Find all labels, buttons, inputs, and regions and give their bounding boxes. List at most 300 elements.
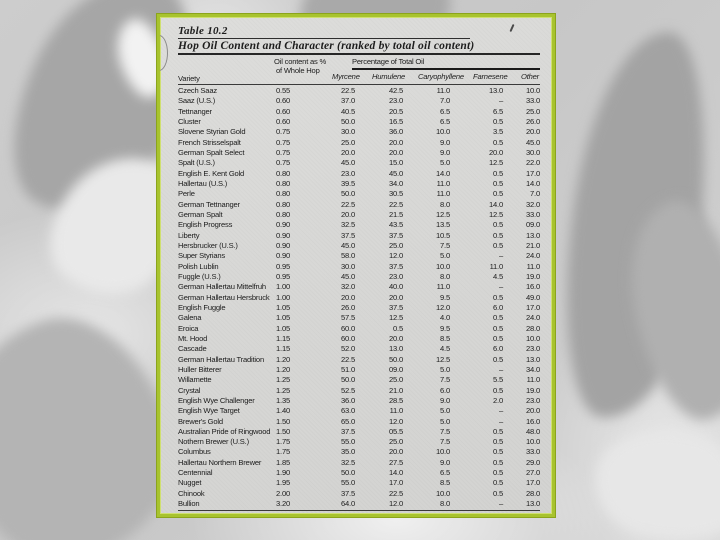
cell-myrcene: 36.0 (341, 395, 355, 405)
cell-humulene: 14.0 (389, 468, 403, 478)
cell-myrcene: 25.0 (341, 137, 355, 147)
cell-variety: English E. Kent Gold (178, 168, 245, 178)
table-row (178, 417, 540, 427)
leaf-highlight (585, 416, 720, 540)
cell-myrcene: 50.0 (341, 116, 355, 126)
cell-oil-content: 1.25 (276, 385, 290, 395)
cell-oil-content: 0.60 (276, 96, 290, 106)
cell-farnesene: 0.5 (493, 313, 503, 323)
cell-variety: Galena (178, 313, 202, 323)
cell-farnesene: 0.5 (493, 457, 503, 467)
cell-farnesene: 0.5 (493, 292, 503, 302)
cell-humulene: 37.5 (389, 302, 403, 312)
cell-variety: Willamette (178, 375, 212, 385)
cell-other: 7.0 (530, 189, 540, 199)
group-header-rule (352, 68, 540, 70)
cell-myrcene: 37.5 (341, 230, 355, 240)
cell-variety: Nugget (178, 478, 202, 488)
cell-farnesene: – (498, 364, 503, 374)
cell-other: 19.0 (526, 385, 540, 395)
cell-other: 32.0 (526, 199, 540, 209)
cell-other: 16.0 (526, 282, 540, 292)
cell-variety: Bullion (178, 499, 200, 509)
cell-oil-content: 1.05 (276, 323, 290, 333)
cell-caryophyllene: 8.0 (440, 499, 450, 509)
cell-caryophyllene: 7.5 (440, 240, 450, 250)
cell-caryophyllene: 7.5 (440, 437, 450, 447)
cell-other: 25.0 (526, 106, 540, 116)
table-row (178, 468, 540, 478)
cell-variety: Hallertau (U.S.) (178, 178, 228, 188)
cell-caryophyllene: 14.0 (436, 168, 450, 178)
cell-oil-content: 1.20 (276, 354, 290, 364)
cell-humulene: 23.0 (389, 271, 403, 281)
cell-humulene: 09.0 (389, 364, 403, 374)
stray-pen-mark (509, 24, 514, 32)
cell-myrcene: 52.5 (341, 385, 355, 395)
cell-myrcene: 60.0 (341, 323, 355, 333)
table-row (178, 458, 540, 468)
cell-humulene: 45.0 (389, 168, 403, 178)
cell-variety: Eroica (178, 323, 199, 333)
cell-oil-content: 1.50 (276, 426, 290, 436)
cell-farnesene: 0.5 (493, 230, 503, 240)
cell-oil-content: 1.50 (276, 416, 290, 426)
cell-farnesene: – (498, 416, 503, 426)
cell-oil-content: 1.35 (276, 395, 290, 405)
cell-farnesene: 20.0 (489, 147, 503, 157)
cell-variety: Tettnanger (178, 106, 212, 116)
cell-caryophyllene: 8.5 (440, 478, 450, 488)
cell-myrcene: 50.0 (341, 468, 355, 478)
table-body (178, 86, 540, 509)
cell-myrcene: 23.0 (341, 168, 355, 178)
cell-farnesene: – (498, 406, 503, 416)
cell-farnesene: 0.5 (493, 426, 503, 436)
cell-myrcene: 64.0 (341, 499, 355, 509)
cell-farnesene: 0.5 (493, 116, 503, 126)
cell-farnesene: 3.5 (493, 127, 503, 137)
cell-oil-content: 0.80 (276, 209, 290, 219)
table-title: Hop Oil Content and Character (ranked by total oil content) (178, 40, 475, 52)
cell-farnesene: 0.5 (493, 240, 503, 250)
cell-oil-content: 1.05 (276, 313, 290, 323)
cell-caryophyllene: 7.5 (440, 426, 450, 436)
cell-other: 27.0 (526, 468, 540, 478)
cell-myrcene: 26.0 (341, 302, 355, 312)
cell-humulene: 27.5 (389, 457, 403, 467)
cell-other: 13.0 (526, 499, 540, 509)
cell-variety: Spalt (U.S.) (178, 158, 215, 168)
cell-caryophyllene: 9.5 (440, 323, 450, 333)
table-row (178, 127, 540, 137)
cell-caryophyllene: 4.5 (440, 344, 450, 354)
cell-variety: Liberty (178, 230, 200, 240)
cell-other: 21.0 (526, 240, 540, 250)
cell-other: 48.0 (526, 426, 540, 436)
cell-other: 24.0 (526, 313, 540, 323)
cell-other: 45.0 (526, 137, 540, 147)
cell-humulene: 42.5 (389, 86, 403, 95)
cell-caryophyllene: 5.0 (440, 251, 450, 261)
cell-oil-content: 0.60 (276, 106, 290, 116)
cell-caryophyllene: 11.0 (436, 86, 450, 95)
cell-humulene: 21.0 (389, 385, 403, 395)
cell-other: 33.0 (526, 447, 540, 457)
column-header-oil-content-line2: of Whole Hop (276, 66, 320, 75)
cell-caryophyllene: 6.0 (440, 385, 450, 395)
table-row (178, 355, 540, 365)
cell-oil-content: 0.90 (276, 240, 290, 250)
cell-variety: English Wye Target (178, 406, 240, 416)
table-row (178, 499, 540, 509)
cell-myrcene: 57.5 (341, 313, 355, 323)
cell-caryophyllene: 6.5 (440, 106, 450, 116)
table-row (178, 447, 540, 457)
cell-myrcene: 51.0 (341, 364, 355, 374)
cell-other: 17.0 (526, 168, 540, 178)
table-row (178, 158, 540, 168)
cell-variety: Huller Bitterer (178, 364, 222, 374)
cell-variety: Czech Saaz (178, 86, 217, 95)
cell-other: 13.0 (526, 354, 540, 364)
cell-other: 23.0 (526, 344, 540, 354)
cell-other: 28.0 (526, 488, 540, 498)
cell-myrcene: 55.0 (341, 478, 355, 488)
table-row (178, 437, 540, 447)
cell-farnesene: 5.5 (493, 375, 503, 385)
cell-other: 17.0 (526, 478, 540, 488)
column-header-oil-content-line1: Oil content as % (274, 57, 327, 66)
cell-oil-content: 0.80 (276, 199, 290, 209)
cell-oil-content: 1.25 (276, 375, 290, 385)
cell-other: 17.0 (526, 302, 540, 312)
cell-variety: English Progress (178, 220, 233, 230)
cell-oil-content: 0.80 (276, 189, 290, 199)
cell-variety: Columbus (178, 447, 211, 457)
cell-myrcene: 20.0 (341, 209, 355, 219)
cell-caryophyllene: 9.0 (440, 395, 450, 405)
cell-humulene: 25.0 (389, 437, 403, 447)
cell-other: 20.0 (526, 406, 540, 416)
cell-variety: Cascade (178, 344, 207, 354)
cell-caryophyllene: 7.0 (440, 96, 450, 106)
table-row (178, 478, 540, 488)
cell-caryophyllene: 7.5 (440, 375, 450, 385)
cell-farnesene: 2.0 (493, 395, 503, 405)
cell-humulene: 12.0 (389, 499, 403, 509)
cell-myrcene: 58.0 (341, 251, 355, 261)
table-row (178, 179, 540, 189)
cell-other: 24.0 (526, 251, 540, 261)
cell-other: 20.0 (526, 127, 540, 137)
cell-humulene: 20.0 (389, 333, 403, 343)
cell-myrcene: 45.0 (341, 271, 355, 281)
cell-oil-content: 0.90 (276, 230, 290, 240)
cell-other: 10.0 (526, 86, 540, 95)
cell-myrcene: 50.0 (341, 375, 355, 385)
table-row (178, 107, 540, 117)
cell-variety: Saaz (U.S.) (178, 96, 216, 106)
cell-variety: Cluster (178, 116, 201, 126)
cell-farnesene: 0.5 (493, 478, 503, 488)
table-row (178, 489, 540, 499)
cell-humulene: 21.5 (389, 209, 403, 219)
cell-caryophyllene: 12.0 (436, 302, 450, 312)
cell-variety: Nothern Brewer (U.S.) (178, 437, 249, 447)
cell-myrcene: 40.5 (341, 106, 355, 116)
cell-humulene: 22.5 (389, 199, 403, 209)
cell-humulene: 12.5 (389, 313, 403, 323)
cell-variety: Hersbrucker (U.S.) (178, 240, 238, 250)
table-bottom-rule (178, 510, 540, 511)
cell-caryophyllene: 5.0 (440, 364, 450, 374)
cell-farnesene: 0.5 (493, 488, 503, 498)
cell-caryophyllene: 5.0 (440, 406, 450, 416)
cell-other: 33.0 (526, 96, 540, 106)
table-row (178, 313, 540, 323)
cell-farnesene: 0.5 (493, 385, 503, 395)
cell-humulene: 25.0 (389, 240, 403, 250)
cell-caryophyllene: 10.0 (436, 488, 450, 498)
table-row (178, 293, 540, 303)
cell-farnesene: 0.5 (493, 137, 503, 147)
column-header-farnesene: Farnesene (473, 72, 508, 81)
title-rule (178, 38, 470, 39)
scanned-table-page (160, 17, 552, 514)
table-row (178, 210, 540, 220)
cell-caryophyllene: 11.0 (436, 178, 450, 188)
table-row (178, 220, 540, 230)
cell-oil-content: 0.90 (276, 220, 290, 230)
cell-farnesene: – (498, 499, 503, 509)
cell-oil-content: 0.75 (276, 137, 290, 147)
cell-variety: Brewer's Gold (178, 416, 223, 426)
cell-caryophyllene: 8.0 (440, 199, 450, 209)
cell-humulene: 28.5 (389, 395, 403, 405)
cell-humulene: 17.0 (389, 478, 403, 488)
cell-variety: German Tettnanger (178, 199, 240, 209)
cell-variety: German Spalt Select (178, 147, 245, 157)
cell-myrcene: 32.5 (341, 457, 355, 467)
cell-other: 30.0 (526, 147, 540, 157)
cell-other: 11.0 (526, 375, 540, 385)
cell-humulene: 43.5 (389, 220, 403, 230)
cell-oil-content: 1.00 (276, 282, 290, 292)
table-row (178, 365, 540, 375)
cell-other: 29.0 (526, 457, 540, 467)
cell-caryophyllene: 10.0 (436, 127, 450, 137)
cell-caryophyllene: 10.5 (436, 230, 450, 240)
cell-oil-content: 0.95 (276, 271, 290, 281)
cell-myrcene: 22.5 (341, 86, 355, 95)
cell-humulene: 20.0 (389, 447, 403, 457)
column-header-other: Other (521, 72, 539, 81)
cell-myrcene: 45.0 (341, 158, 355, 168)
table-row (178, 262, 540, 272)
table-row (178, 86, 540, 96)
cell-caryophyllene: 9.5 (440, 292, 450, 302)
table-row (178, 303, 540, 313)
cell-caryophyllene: 4.0 (440, 313, 450, 323)
cell-farnesene: 0.5 (493, 168, 503, 178)
cell-other: 49.0 (526, 292, 540, 302)
column-group-header-total-oil: Percentage of Total Oil (352, 57, 425, 66)
cell-variety: German Hallertau Tradition (178, 354, 264, 364)
cell-variety: English Fuggle (178, 302, 226, 312)
cell-oil-content: 1.40 (276, 406, 290, 416)
cell-variety: Slovene Styrian Gold (178, 127, 246, 137)
table-image-frame (157, 14, 555, 517)
table-row (178, 148, 540, 158)
cell-myrcene: 32.0 (341, 282, 355, 292)
cell-caryophyllene: 12.5 (436, 354, 450, 364)
cell-oil-content: 0.80 (276, 168, 290, 178)
table-row (178, 427, 540, 437)
cell-myrcene: 50.0 (341, 189, 355, 199)
cell-variety: Perle (178, 189, 195, 199)
cell-myrcene: 55.0 (341, 437, 355, 447)
cell-humulene: 37.5 (389, 230, 403, 240)
cell-oil-content: 1.15 (276, 333, 290, 343)
cell-caryophyllene: 11.0 (436, 189, 450, 199)
cell-variety: German Hallertau Mittelfruh (178, 282, 266, 292)
cell-oil-content: 1.75 (276, 437, 290, 447)
cell-farnesene: 0.5 (493, 189, 503, 199)
cell-other: 16.0 (526, 416, 540, 426)
cell-farnesene: 14.0 (489, 199, 503, 209)
cell-variety: German Hallertau Hersbruck (178, 292, 270, 302)
cell-humulene: 40.0 (389, 282, 403, 292)
cell-myrcene: 52.0 (341, 344, 355, 354)
cell-caryophyllene: 5.0 (440, 416, 450, 426)
cell-farnesene: 6.0 (493, 302, 503, 312)
cell-humulene: 12.0 (389, 416, 403, 426)
cell-variety: Fuggle (U.S.) (178, 271, 221, 281)
cell-oil-content: 0.95 (276, 261, 290, 271)
cell-myrcene: 30.0 (341, 261, 355, 271)
cell-variety: Crystal (178, 385, 201, 395)
cell-farnesene: 0.5 (493, 333, 503, 343)
cell-variety: English Wye Challenger (178, 395, 255, 405)
table-row (178, 189, 540, 199)
cell-caryophyllene: 5.0 (440, 158, 450, 168)
table-row (178, 386, 540, 396)
cell-variety: Mt. Hood (178, 333, 208, 343)
cell-humulene: 22.5 (389, 488, 403, 498)
cell-oil-content: 3.20 (276, 499, 290, 509)
table-number: Table 10.2 (178, 25, 228, 37)
cell-oil-content: 0.75 (276, 147, 290, 157)
cell-oil-content: 2.00 (276, 488, 290, 498)
cell-humulene: 20.5 (389, 106, 403, 116)
cell-oil-content: 0.75 (276, 127, 290, 137)
cell-oil-content: 0.75 (276, 158, 290, 168)
subtitle-rule (178, 53, 540, 55)
table-row (178, 138, 540, 148)
cell-other: 10.0 (526, 437, 540, 447)
cell-humulene: 50.0 (389, 354, 403, 364)
cell-myrcene: 35.0 (341, 447, 355, 457)
cell-other: 10.0 (526, 333, 540, 343)
cell-other: 33.0 (526, 209, 540, 219)
cell-farnesene: 12.5 (489, 158, 503, 168)
cell-humulene: 25.0 (389, 375, 403, 385)
cell-farnesene: 0.5 (493, 220, 503, 230)
column-header-variety: Variety (178, 74, 200, 83)
cell-myrcene: 22.5 (341, 199, 355, 209)
table-header (178, 57, 540, 83)
cell-other: 13.0 (526, 230, 540, 240)
cell-variety: Hallertau Northern Brewer (178, 457, 262, 467)
cell-humulene: 15.0 (389, 158, 403, 168)
cell-farnesene: 4.5 (493, 271, 503, 281)
cell-caryophyllene: 9.0 (440, 147, 450, 157)
cell-humulene: 16.5 (389, 116, 403, 126)
cell-oil-content: 1.95 (276, 478, 290, 488)
cell-humulene: 12.0 (389, 251, 403, 261)
table-row (178, 324, 540, 334)
cell-myrcene: 39.5 (341, 178, 355, 188)
cell-caryophyllene: 13.5 (436, 220, 450, 230)
cell-caryophyllene: 6.5 (440, 116, 450, 126)
cell-other: 22.0 (526, 158, 540, 168)
cell-other: 34.0 (526, 364, 540, 374)
column-header-humulene: Humulene (372, 72, 406, 81)
cell-oil-content: 1.00 (276, 292, 290, 302)
cell-humulene: 11.0 (389, 406, 403, 416)
cell-oil-content: 0.55 (276, 86, 290, 95)
table-row (178, 282, 540, 292)
cell-other: 28.0 (526, 323, 540, 333)
table-row (178, 96, 540, 106)
cell-farnesene: – (498, 96, 503, 106)
cell-caryophyllene: 8.5 (440, 333, 450, 343)
table-row (178, 334, 540, 344)
cell-variety: Centennial (178, 468, 213, 478)
table-row (178, 117, 540, 127)
cell-myrcene: 60.0 (341, 333, 355, 343)
cell-myrcene: 45.0 (341, 240, 355, 250)
cell-oil-content: 0.60 (276, 116, 290, 126)
cell-caryophyllene: 12.5 (436, 209, 450, 219)
cell-caryophyllene: 9.0 (440, 137, 450, 147)
cell-myrcene: 37.5 (341, 488, 355, 498)
table-row (178, 396, 540, 406)
cell-oil-content: 1.90 (276, 468, 290, 478)
header-rule (178, 84, 540, 85)
column-header-myrcene: Myrcene (332, 72, 360, 81)
cell-variety: French Strisselspalt (178, 137, 241, 147)
cell-humulene: 20.0 (389, 137, 403, 147)
cell-oil-content: 0.90 (276, 251, 290, 261)
cell-farnesene: 12.5 (489, 209, 503, 219)
cell-caryophyllene: 6.5 (440, 468, 450, 478)
cell-variety: Australian Pride of Ringwood (178, 426, 271, 436)
cell-humulene: 0.5 (393, 323, 403, 333)
cell-myrcene: 63.0 (341, 406, 355, 416)
cell-myrcene: 37.0 (341, 96, 355, 106)
cell-farnesene: 0.5 (493, 354, 503, 364)
cell-other: 19.0 (526, 271, 540, 281)
cell-myrcene: 22.5 (341, 354, 355, 364)
cell-farnesene: 6.5 (493, 106, 503, 116)
cell-humulene: 37.5 (389, 261, 403, 271)
cell-other: 09.0 (526, 220, 540, 230)
table-row (178, 169, 540, 179)
table-row (178, 272, 540, 282)
table-row (178, 344, 540, 354)
